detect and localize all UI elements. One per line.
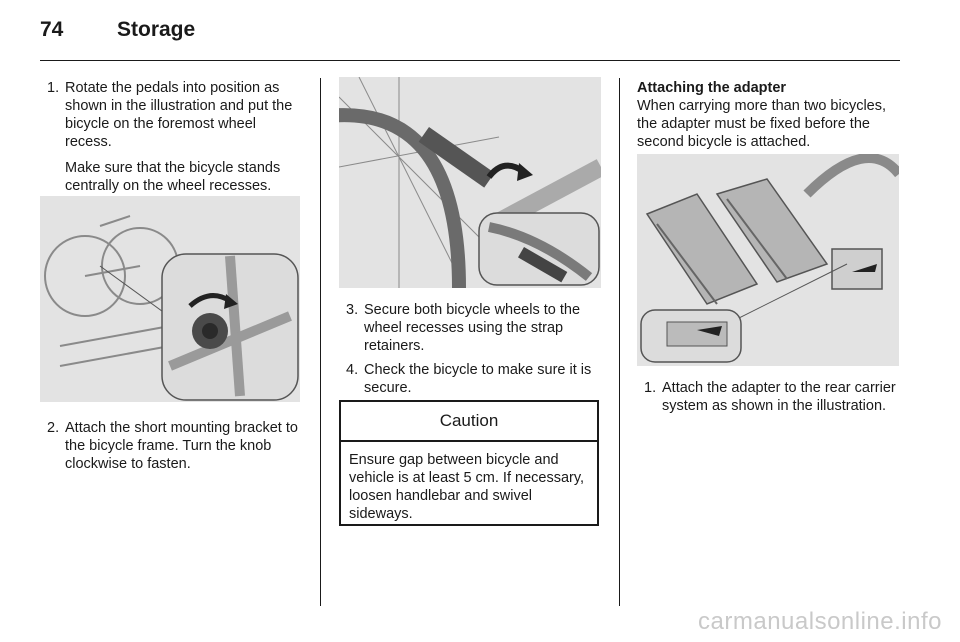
step-1-note: Make sure that the bicycle stands centrally on the wheel recesses. [65,160,281,194]
step-3 [339,301,601,355]
illustration-adapter [637,154,899,366]
column-right-bottom [637,379,905,415]
adapter-step-1-number: 1. [644,380,657,396]
step-4 [339,361,601,397]
caution-box [339,400,599,526]
column-left-bottom [40,419,306,473]
step-3-number: 3. [346,302,359,318]
step-1 [40,79,306,151]
adapter-intro: When carrying more than two bicycles, the adapter must be fixed before the second bicycle is attached. [637,98,887,150]
illustration-adapter-drawing [637,154,899,366]
page-number: 74 [40,18,64,41]
step-1-text: Rotate the pedals into position as shown in the illustration and put the bicycle on the foremost wheel recess. [65,80,293,150]
step-4-text: Check the bicycle to make sure it is secure. [364,362,592,396]
caution-body: Ensure gap between bicycle and vehicle is at least 5 cm. If necessary, loosen handlebar and swivel sideways. [349,452,585,522]
section-title: Storage [117,18,196,41]
caution-title: Caution [341,402,597,442]
step-4-number: 4. [346,362,359,378]
step-2-text: Attach the short mounting bracket to the bicycle frame. Turn the knob clockwise to fasten. [65,420,298,472]
illustration-strap-retainer [339,77,601,288]
step-1-number: 1. [47,80,60,96]
subheading-attaching-adapter: Attaching the adapter [637,80,787,96]
watermark: carmanualsonline.info [698,608,942,635]
column-divider-right [619,78,620,606]
header-rule [40,60,900,61]
column-left-top [40,79,306,195]
illustration-mounting-bracket-drawing [40,196,300,402]
column-divider-left [320,78,321,606]
illustration-mounting-bracket [40,196,300,402]
adapter-step-1 [637,379,905,415]
step-2-number: 2. [47,420,60,436]
illustration-strap-retainer-drawing [339,77,601,288]
step-3-text: Secure both bicycle wheels to the wheel recesses using the strap retainers. [364,302,581,354]
adapter-step-1-text: Attach the adapter to the rear carrier system as shown in the illustration. [662,380,896,414]
column-middle [339,301,601,397]
column-right-top [637,79,905,151]
step-2 [40,419,306,473]
